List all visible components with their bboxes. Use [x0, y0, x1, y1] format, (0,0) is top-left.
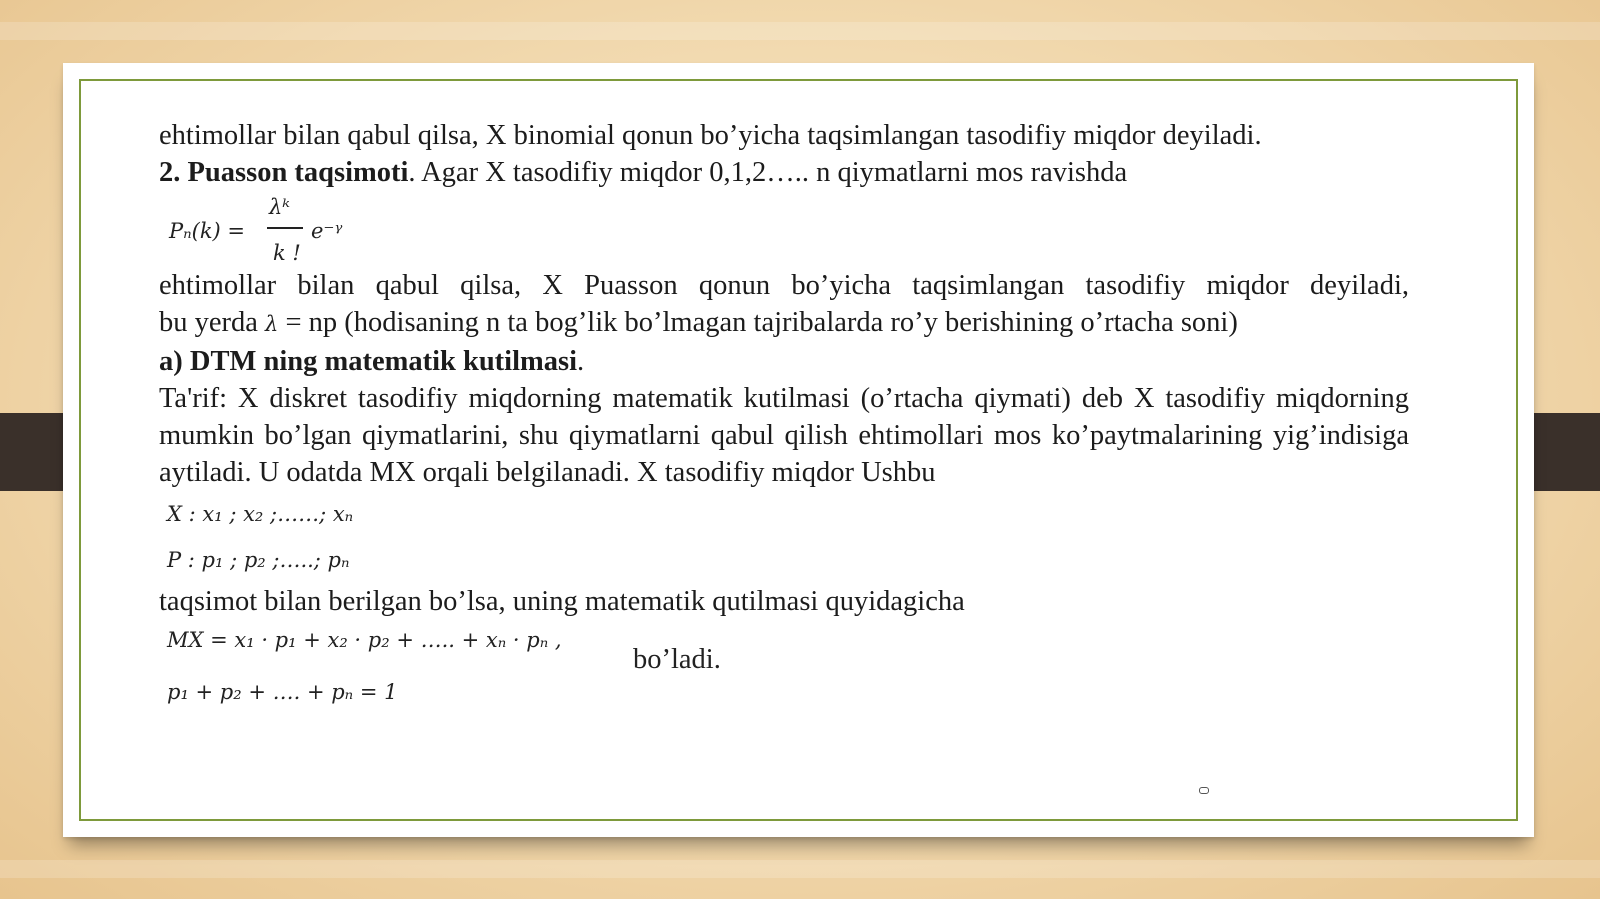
text-line-section-a — [159, 343, 1409, 380]
expectation-formula: MX = x₁ · p₁ + x₂ · p₂ + ….. + xₙ · pₙ , — [167, 628, 562, 652]
poisson-formula-numerator: λᵏ — [269, 195, 290, 219]
text-line-poisson-def: ehtimollar bilan qabul qilsa, X Puasson qonun bo’yicha taqsimlangan tasodifiy miqdor deyiladi, — [159, 270, 1409, 301]
lambda-explanation: = np (hodisaning n ta bog’lik bo’lmagan tajribalarda ro’y berishining o’rtacha soni) — [278, 307, 1238, 338]
section-a-period: . — [577, 346, 585, 377]
small-mark-icon — [1199, 787, 1209, 794]
text-line-expectation-intro: taqsimot bilan berilgan bo’lsa, uning matematik qutilmasi quyidagicha — [159, 586, 965, 617]
poisson-intro: . Agar X tasodifiy miqdor 0,1,2….. n qiymatlarni mos ravishda — [408, 157, 1128, 188]
text-line-poisson-heading — [159, 154, 1409, 191]
fraction-bar — [267, 227, 303, 229]
definition-paragraph: Ta'rif: X diskret tasodifiy miqdorning matematik kutilmasi (o’rtacha qiymati) deb X tasodifiy miqdorning mumkin bo’lgan qiymatlarini, shu qiymatlarni qabul qilish ehtimollari mos ko’paytmalarining yig’indisiga aytiladi. U odatda MX orqali belgilanadi. X tasodifiy miqdor Ushbu — [159, 383, 1409, 488]
lambda-symbol: λ — [265, 312, 279, 336]
slide-content — [159, 117, 1409, 724]
poisson-heading: 2. Puasson taqsimoti — [159, 157, 409, 188]
text-line-binomial: ehtimollar bilan qabul qilsa, X binomial qonun bo’yicha taqsimlangan tasodifiy miqdor deyiladi. — [159, 120, 1262, 151]
section-a-heading: a) DTM ning matematik kutilmasi — [159, 346, 578, 377]
poisson-formula-denominator: k ! — [273, 241, 301, 265]
probability-sum-formula: p₁ + p₂ + …. + pₙ = 1 — [167, 680, 398, 704]
poisson-formula — [169, 191, 1409, 267]
lambda-intro: bu yerda — [159, 307, 266, 338]
boladi-text: bo’ladi. — [633, 644, 721, 675]
distribution-x-row: X : x₁ ; x₂ ;……; xₙ — [167, 502, 354, 526]
expectation-formula-block — [159, 624, 1409, 724]
text-line-lambda — [159, 304, 1409, 343]
poisson-formula-lhs: Pₙ(k) = — [169, 219, 246, 243]
poisson-formula-exponential: e⁻ᵞ — [311, 219, 343, 243]
slide-card — [63, 63, 1534, 837]
distribution-p-row: P : p₁ ; p₂ ;…..; pₙ — [167, 548, 350, 572]
